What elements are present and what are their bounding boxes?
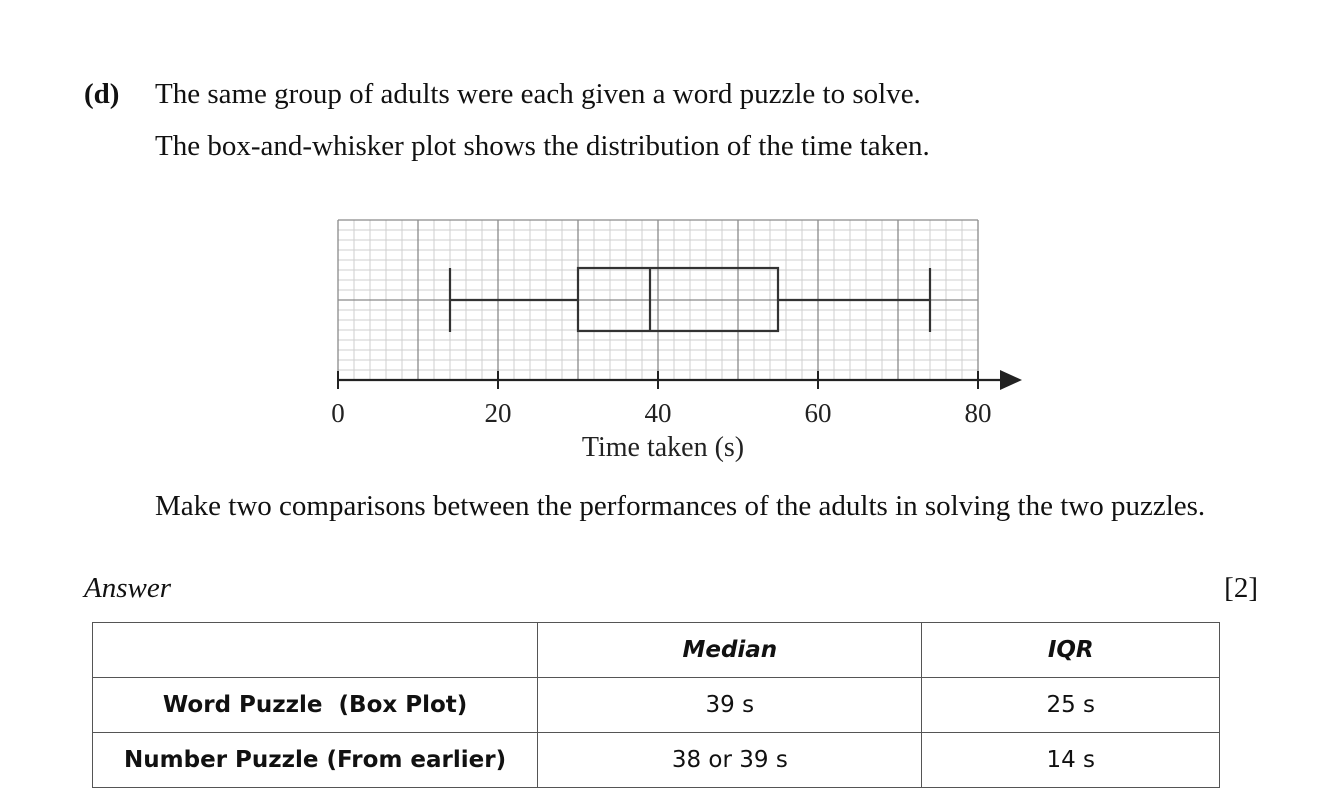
row-label-word-puzzle: Word Puzzle (Box Plot) (93, 678, 538, 733)
question-text-line-1: The same group of adults were each given a word puzzle to solve. (155, 78, 921, 110)
x-tick-label: 60 (804, 398, 832, 428)
table-row (93, 678, 1220, 733)
answer-table (92, 622, 1220, 788)
cell-median: 39 s (538, 678, 922, 733)
table-header-row (93, 623, 1220, 678)
cell-median: 38 or 39 s (538, 733, 922, 788)
marks-indicator: [2] (1224, 572, 1258, 604)
question-label: (d) (84, 78, 120, 110)
x-tick-label: 20 (484, 398, 512, 428)
x-axis (331, 370, 1022, 463)
table-header-empty (93, 623, 538, 678)
x-axis-arrow (1000, 370, 1022, 390)
row-label-number-puzzle: Number Puzzle (From earlier) (93, 733, 538, 788)
cell-iqr: 14 s (922, 733, 1220, 788)
question-text-line-2: The box-and-whisker plot shows the distribution of the time taken. (155, 130, 930, 162)
table-header-iqr: IQR (922, 623, 1220, 678)
x-tick-label: 0 (331, 398, 345, 428)
question-prompt: Make two comparisons between the performances of the adults in solving the two puzzles. (155, 490, 1206, 522)
table-header-median: Median (538, 623, 922, 678)
x-tick-label: 40 (644, 398, 672, 428)
table-row (93, 733, 1220, 788)
x-tick-label: 80 (964, 398, 992, 428)
x-axis-label: Time taken (s) (581, 432, 745, 463)
cell-iqr: 25 s (922, 678, 1220, 733)
answer-label: Answer (84, 572, 171, 604)
